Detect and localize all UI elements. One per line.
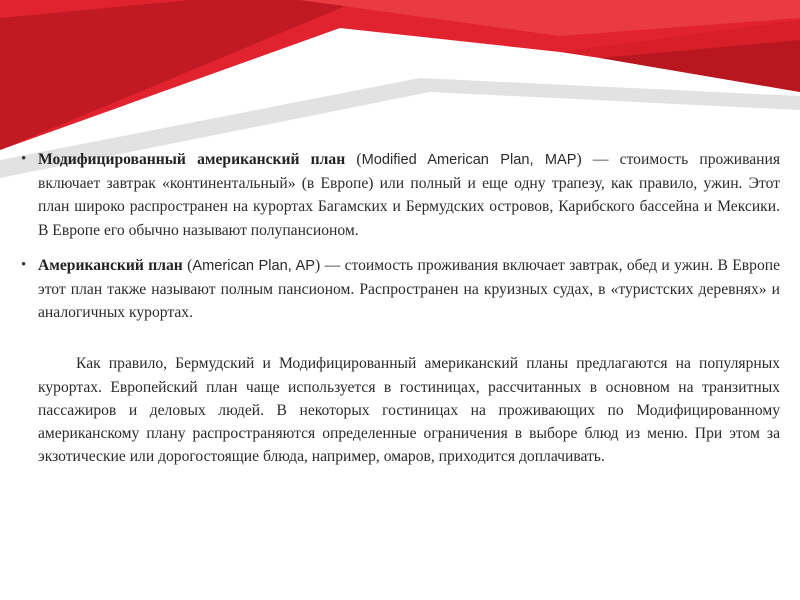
bullet-modified-american-plan: [38, 148, 780, 242]
bullet-open-paren: (: [345, 151, 362, 168]
bullet-open-paren: (: [182, 256, 193, 274]
bullet-american-plan: [38, 254, 780, 325]
bullet-text: ) — стоимость проживания включает завтрак «континентальный» (в Европе) или полный и еще одну трапезу, как правило, ужин. Этот план широко распространен на курортах Багамских и Бермудских островов, Карибского бассейна и Мексики. В Европе его обычно называют полупансионом.: [38, 151, 781, 239]
bullet-term: Модифицированный американский план: [38, 151, 346, 168]
slide-body: [38, 148, 780, 468]
body-paragraph: Как правило, Бермудский и Модифицированный американский планы предлагаются на популярных курортах. Европейский план чаще используется в гостиницах, рассчитанных в основном на транзитных пассажиров и деловых людей. В некоторых гостиницах на проживающих по Модифицированному американскому плану распространяются определенные ограничения в выборе блюд из меню. При этом за экзотические или дорогостоящие блюда, например, омаров, приходится доплачивать.: [38, 355, 780, 466]
bullet-latin-term: Modified American Plan, MAP: [361, 152, 577, 168]
bullet-term: Американский план: [38, 256, 183, 274]
bullet-latin-term: American Plan, AP: [192, 257, 316, 274]
bullet-text: ) — стоимость проживания включает завтрак, обед и ужин. В Европе этот план также называют полным пансионом. Распространен на круизных судах, в «туристских деревнях» и аналогичных курортах.: [38, 256, 781, 322]
